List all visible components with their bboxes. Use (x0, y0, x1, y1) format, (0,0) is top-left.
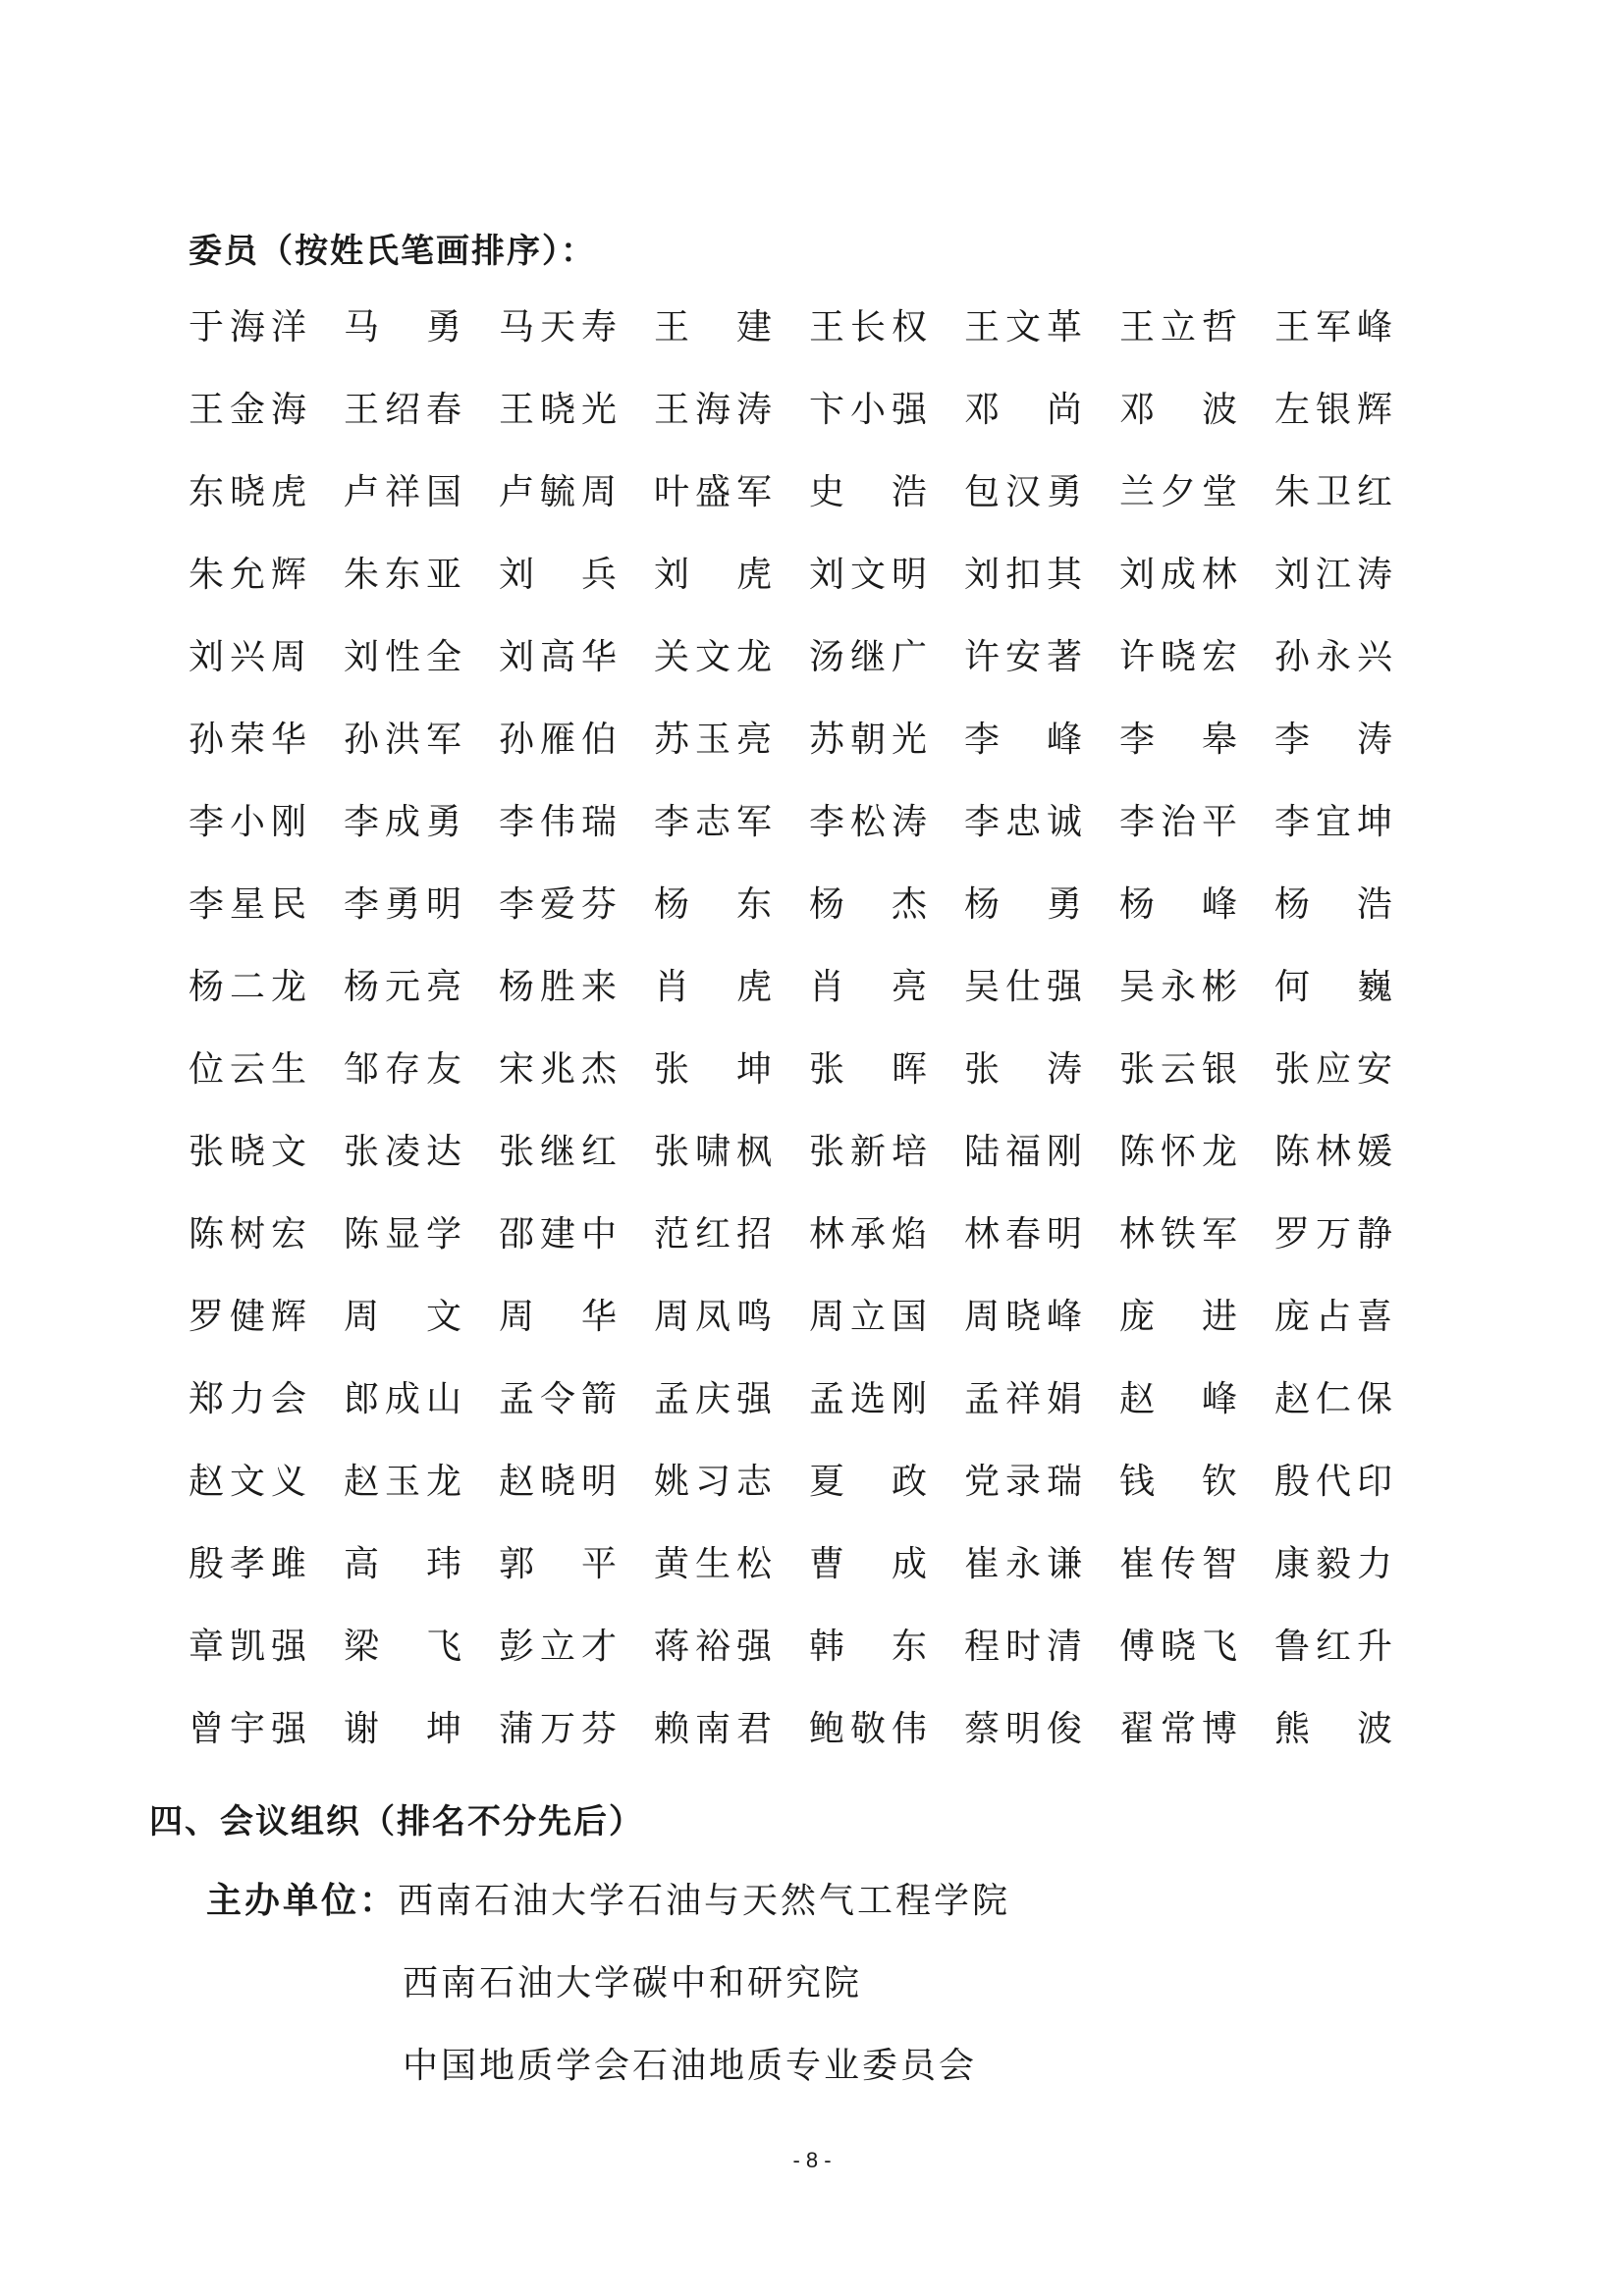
member-name: 林 承 焰 (809, 1214, 927, 1255)
member-name: 赵 晓 明 (499, 1462, 617, 1502)
member-name: 傅 晓 飞 (1119, 1627, 1237, 1667)
member-name: 李 宜 坤 (1274, 802, 1392, 842)
member-name: 李 松 涛 (809, 802, 927, 842)
member-name: 肖 虎 (654, 967, 772, 1007)
member-name: 罗 健 辉 (189, 1297, 306, 1337)
member-name: 何 巍 (1274, 967, 1392, 1007)
member-name: 王 文 革 (964, 307, 1082, 347)
member-name: 李 星 民 (189, 884, 306, 925)
member-name: 吴 永 彬 (1119, 967, 1237, 1007)
member-name: 王 金 海 (189, 390, 306, 430)
member-name: 邵 建 中 (499, 1214, 617, 1255)
member-name: 周 立 国 (809, 1297, 927, 1337)
member-name: 张 涛 (964, 1049, 1082, 1090)
member-name: 李 勇 明 (344, 884, 461, 925)
member-name: 杨 杰 (809, 884, 927, 925)
member-name: 刘 性 全 (344, 637, 461, 677)
member-name: 孟 令 箭 (499, 1379, 617, 1419)
member-name: 张 晖 (809, 1049, 927, 1090)
organizer-item: 西南石油大学石油与天然气工程学院 (398, 1881, 1011, 1921)
member-name: 王 海 涛 (654, 390, 772, 430)
member-name: 林 春 明 (964, 1214, 1082, 1255)
member-name: 殷 孝 雎 (189, 1544, 306, 1584)
member-name: 于 海 洋 (189, 307, 306, 347)
member-name: 吴 仕 强 (964, 967, 1082, 1007)
member-name: 孙 永 兴 (1274, 637, 1392, 677)
member-name: 蒋 裕 强 (654, 1627, 772, 1667)
member-name: 杨 峰 (1119, 884, 1237, 925)
member-name: 李 忠 诚 (964, 802, 1082, 842)
member-name: 曾 宇 强 (189, 1709, 306, 1749)
member-name: 彭 立 才 (499, 1627, 617, 1667)
member-name: 刘 文 明 (809, 555, 927, 595)
member-name: 邹 存 友 (344, 1049, 461, 1090)
member-name: 李 爱 芬 (499, 884, 617, 925)
member-name: 姚 习 志 (654, 1462, 772, 1502)
member-name: 朱 卫 红 (1274, 472, 1392, 512)
member-name: 朱 允 辉 (189, 555, 306, 595)
member-name: 高 玮 (344, 1544, 461, 1584)
member-name: 崔 传 智 (1119, 1544, 1237, 1584)
member-name: 周 华 (499, 1297, 617, 1337)
member-name: 周 晓 峰 (964, 1297, 1082, 1337)
member-name: 郎 成 山 (344, 1379, 461, 1419)
member-name: 李 志 军 (654, 802, 772, 842)
member-name: 王 建 (654, 307, 772, 347)
member-name: 谢 坤 (344, 1709, 461, 1749)
member-name: 陈 树 宏 (189, 1214, 306, 1255)
member-name: 周 凤 鸣 (654, 1297, 772, 1337)
member-name: 熊 波 (1274, 1709, 1392, 1749)
member-name: 赵 玉 龙 (344, 1462, 461, 1502)
member-name: 王 立 哲 (1119, 307, 1237, 347)
member-name: 张 晓 文 (189, 1132, 306, 1172)
member-name: 崔 永 谦 (964, 1544, 1082, 1584)
member-name: 王 晓 光 (499, 390, 617, 430)
member-name: 李 治 平 (1119, 802, 1237, 842)
member-name: 蒲 万 芬 (499, 1709, 617, 1749)
member-name: 张 继 红 (499, 1132, 617, 1172)
member-name: 卢 祥 国 (344, 472, 461, 512)
member-name: 党 录 瑞 (964, 1462, 1082, 1502)
member-name: 卢 毓 周 (499, 472, 617, 512)
member-name: 苏 朝 光 (809, 720, 927, 760)
member-name: 叶 盛 军 (654, 472, 772, 512)
member-name: 张 新 培 (809, 1132, 927, 1172)
member-name: 程 时 清 (964, 1627, 1082, 1667)
member-name: 位 云 生 (189, 1049, 306, 1090)
member-name: 许 晓 宏 (1119, 637, 1237, 677)
member-name: 张 云 银 (1119, 1049, 1237, 1090)
member-name: 马 天 寿 (499, 307, 617, 347)
member-name: 陆 福 刚 (964, 1132, 1082, 1172)
page-number: - 8 - (792, 2148, 832, 2172)
member-name: 刘 虎 (654, 555, 772, 595)
member-name: 郑 力 会 (189, 1379, 306, 1419)
member-name: 杨 东 (654, 884, 772, 925)
member-name: 郭 平 (499, 1544, 617, 1584)
member-name: 刘 高 华 (499, 637, 617, 677)
member-name: 苏 玉 亮 (654, 720, 772, 760)
member-name: 许 安 著 (964, 637, 1082, 677)
member-name: 康 毅 力 (1274, 1544, 1392, 1584)
member-name: 杨 勇 (964, 884, 1082, 925)
member-name: 翟 常 博 (1119, 1709, 1237, 1749)
member-name: 赵 仁 保 (1274, 1379, 1392, 1419)
member-name: 赖 南 君 (654, 1709, 772, 1749)
member-name: 张 啸 枫 (654, 1132, 772, 1172)
member-name: 钱 钦 (1119, 1462, 1237, 1502)
member-name: 孙 荣 华 (189, 720, 306, 760)
member-name: 黄 生 松 (654, 1544, 772, 1584)
member-name: 邓 尚 (964, 390, 1082, 430)
member-name: 东 晓 虎 (189, 472, 306, 512)
organizer-row (206, 1873, 1010, 1923)
member-name: 关 文 龙 (654, 637, 772, 677)
member-name: 包 汉 勇 (964, 472, 1082, 512)
member-name: 孟 庆 强 (654, 1379, 772, 1419)
member-name: 林 铁 军 (1119, 1214, 1237, 1255)
member-name: 邓 波 (1119, 390, 1237, 430)
member-name: 王 长 权 (809, 307, 927, 347)
member-name: 史 浩 (809, 472, 927, 512)
member-name: 刘 江 涛 (1274, 555, 1392, 595)
member-name: 孟 选 刚 (809, 1379, 927, 1419)
member-name: 罗 万 静 (1274, 1214, 1392, 1255)
member-name: 刘 兴 周 (189, 637, 306, 677)
organizer-item: 中国地质学会石油地质专业委员会 (403, 2046, 978, 2086)
member-name: 庞 进 (1119, 1297, 1237, 1337)
member-name: 李 小 刚 (189, 802, 306, 842)
member-name: 左 银 辉 (1274, 390, 1392, 430)
member-name: 张 凌 达 (344, 1132, 461, 1172)
member-name: 王 军 峰 (1274, 307, 1392, 347)
member-name: 梁 飞 (344, 1627, 461, 1667)
member-name: 李 成 勇 (344, 802, 461, 842)
member-name: 鲁 红 升 (1274, 1627, 1392, 1667)
member-name: 李 伟 瑞 (499, 802, 617, 842)
member-name: 蔡 明 俊 (964, 1709, 1082, 1749)
member-name: 卞 小 强 (809, 390, 927, 430)
member-name: 刘 兵 (499, 555, 617, 595)
member-name: 杨 浩 (1274, 884, 1392, 925)
member-name: 兰 夕 堂 (1119, 472, 1237, 512)
member-name: 杨 元 亮 (344, 967, 461, 1007)
member-name: 马 勇 (344, 307, 461, 347)
member-name: 赵 文 义 (189, 1462, 306, 1502)
member-name: 夏 政 (809, 1462, 927, 1502)
organizers-label: 主办单位： (206, 1881, 399, 1921)
organizer-item: 西南石油大学碳中和研究院 (403, 1963, 863, 2003)
member-name: 张 坤 (654, 1049, 772, 1090)
section-title: 四、会议组织（排名不分先后） (149, 1802, 644, 1842)
member-name: 汤 继 广 (809, 637, 927, 677)
member-name-grid (189, 298, 1392, 1783)
member-name: 宋 兆 杰 (499, 1049, 617, 1090)
member-name: 周 文 (344, 1297, 461, 1337)
member-name: 陈 林 媛 (1274, 1132, 1392, 1172)
member-name: 陈 显 学 (344, 1214, 461, 1255)
member-name: 李 峰 (964, 720, 1082, 760)
member-name: 韩 东 (809, 1627, 927, 1667)
member-name: 范 红 招 (654, 1214, 772, 1255)
member-name: 王 绍 春 (344, 390, 461, 430)
member-name: 鲍 敬 伟 (809, 1709, 927, 1749)
member-name: 孙 洪 军 (344, 720, 461, 760)
member-name: 赵 峰 (1119, 1379, 1237, 1419)
member-name: 杨 二 龙 (189, 967, 306, 1007)
member-name: 刘 成 林 (1119, 555, 1237, 595)
member-name: 刘 扣 其 (964, 555, 1082, 595)
member-name: 张 应 安 (1274, 1049, 1392, 1090)
member-name: 李 皋 (1119, 720, 1237, 760)
member-name: 孙 雁 伯 (499, 720, 617, 760)
member-name: 杨 胜 来 (499, 967, 617, 1007)
member-name: 殷 代 印 (1274, 1462, 1392, 1502)
member-name: 陈 怀 龙 (1119, 1132, 1237, 1172)
member-name: 朱 东 亚 (344, 555, 461, 595)
member-name: 章 凯 强 (189, 1627, 306, 1667)
member-name: 肖 亮 (809, 967, 927, 1007)
member-name: 孟 祥 娟 (964, 1379, 1082, 1419)
member-name: 庞 占 喜 (1274, 1297, 1392, 1337)
committee-heading: 委员（按姓氏笔画排序）： (189, 232, 596, 271)
member-name: 曹 成 (809, 1544, 927, 1584)
member-name: 李 涛 (1274, 720, 1392, 760)
